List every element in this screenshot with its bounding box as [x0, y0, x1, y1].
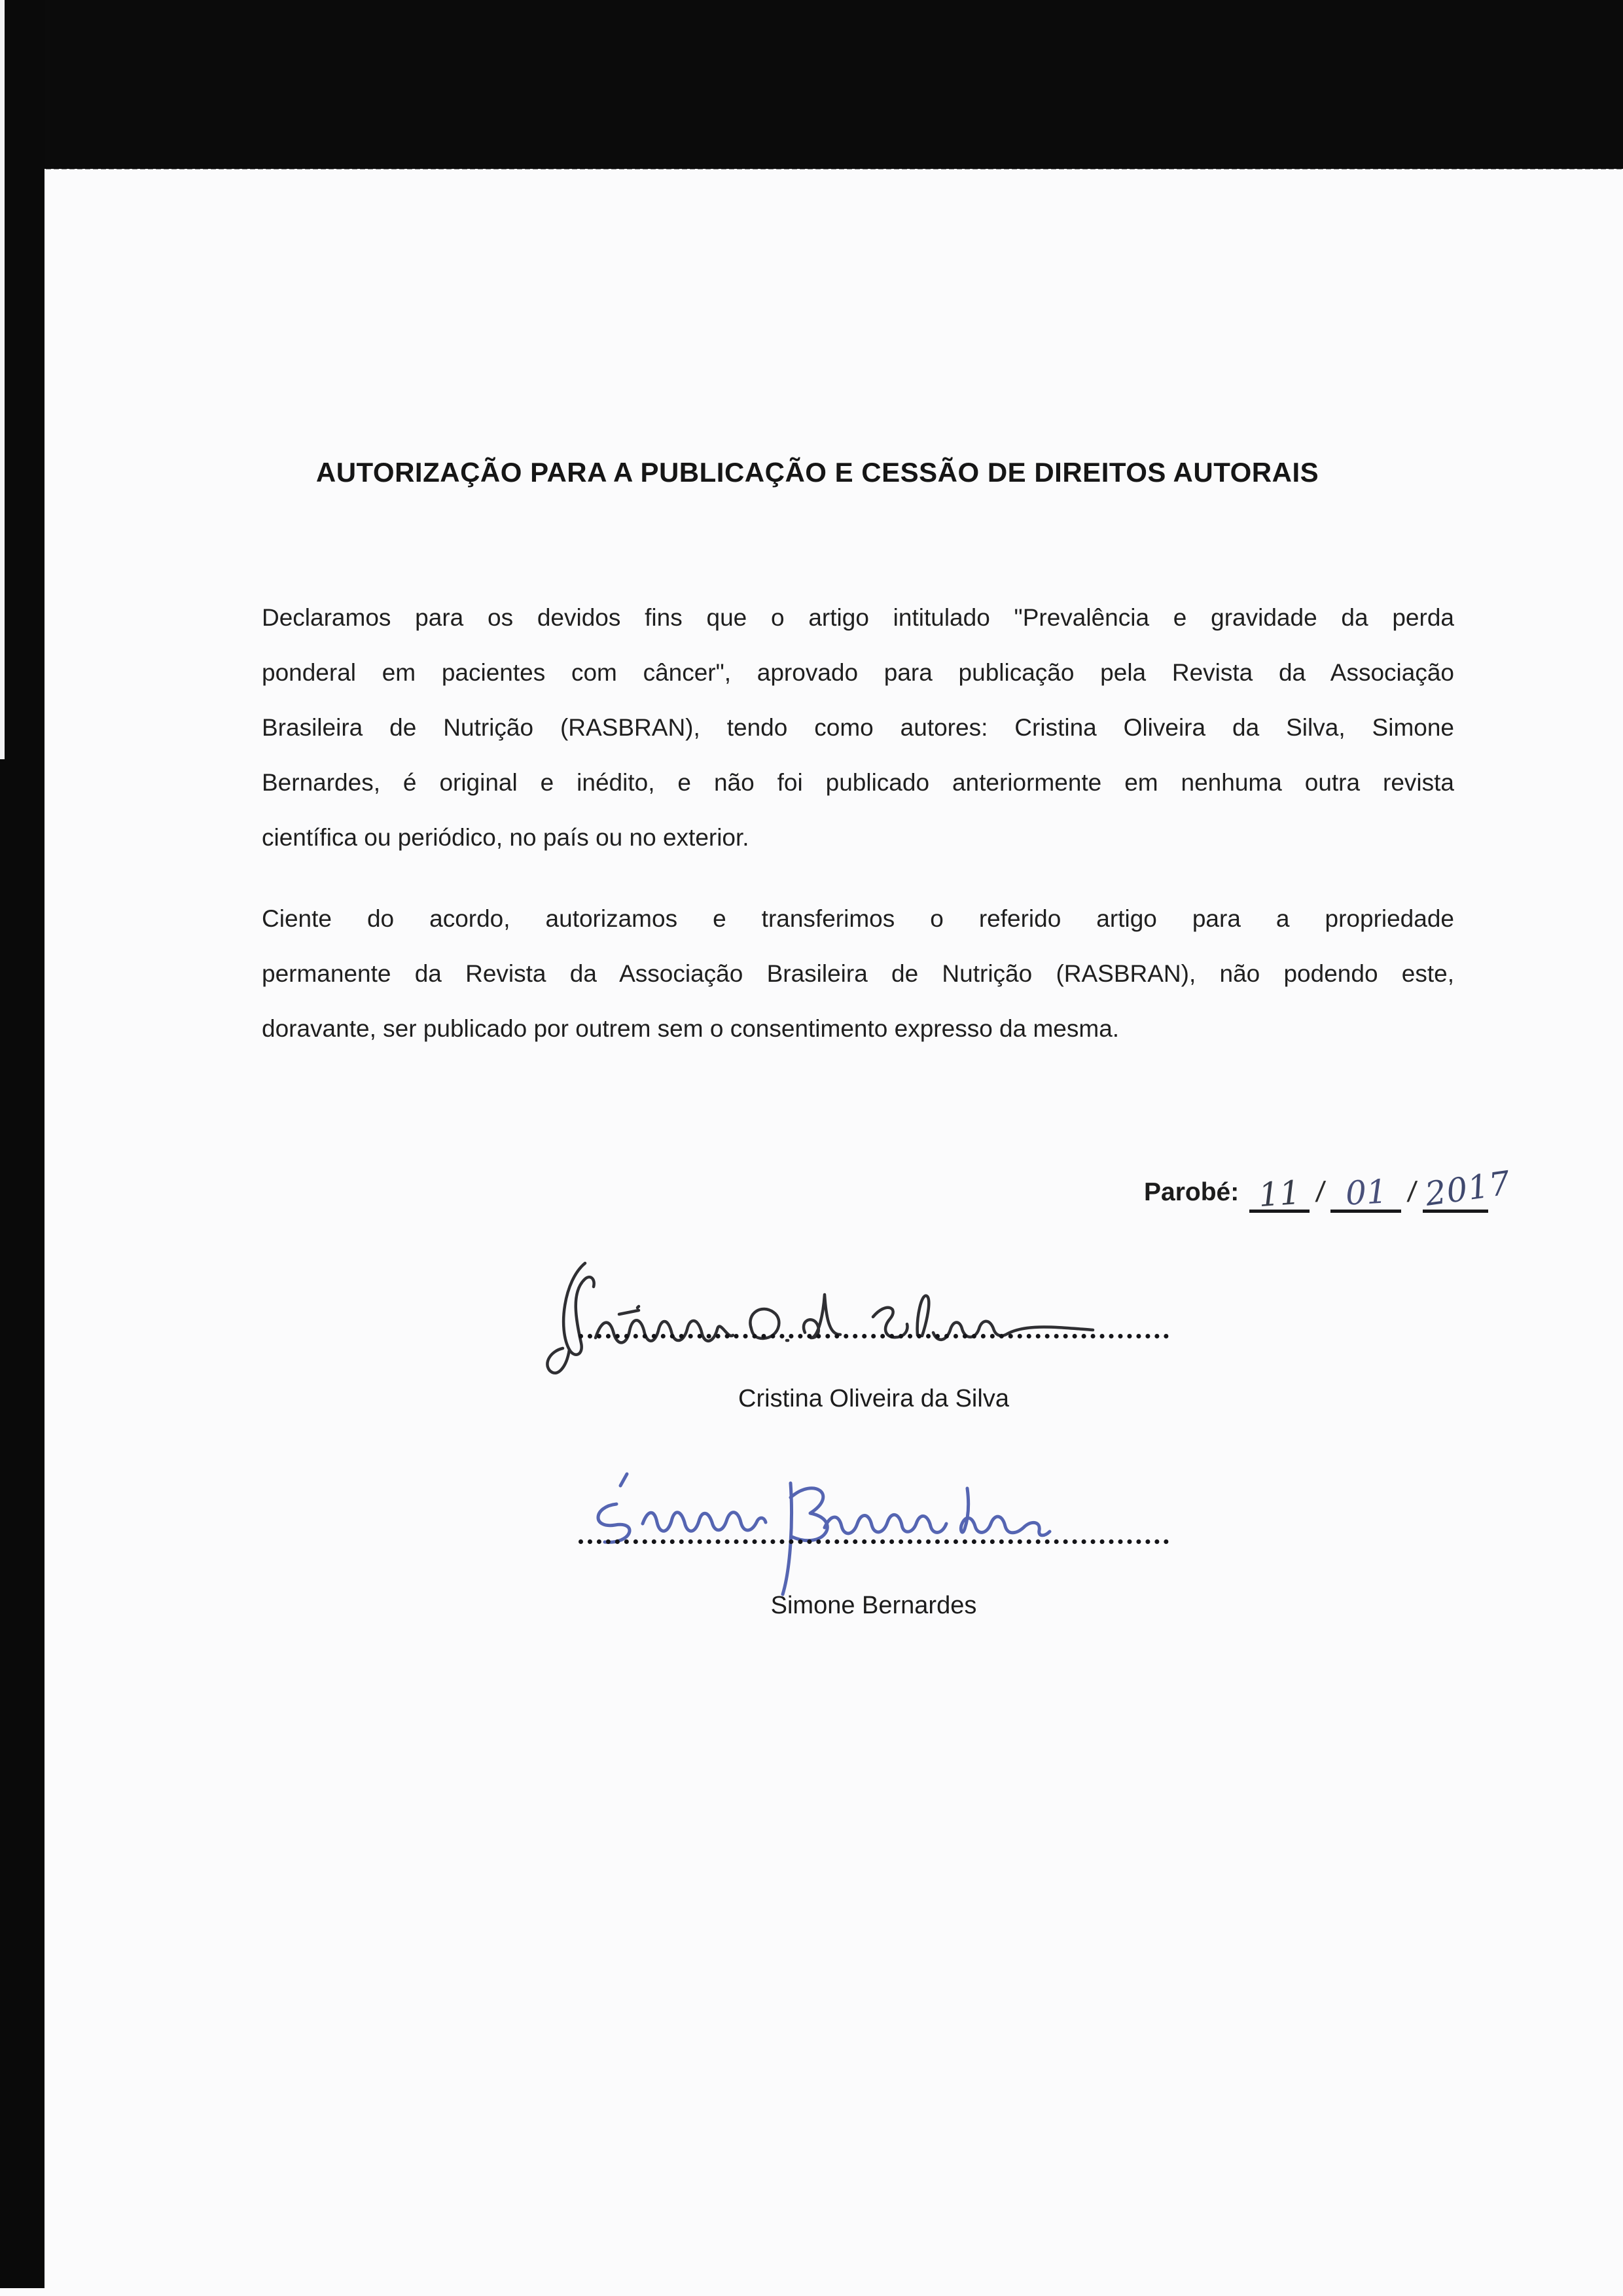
signature-stroke	[563, 1263, 594, 1355]
signature-stroke	[873, 1308, 908, 1337]
paragraph-line: Brasileira de Nutrição (RASBRAN), tendo como autores: Cristina Oliveira da Silva, Simone	[262, 714, 1454, 741]
signature-cristina-handwriting	[522, 1251, 1124, 1382]
printed-name-simone: Simone Bernardes	[770, 1592, 977, 1619]
paragraph-line: ponderal em pacientes com câncer", aprovado para publicação pela Revista da Associação	[262, 659, 1454, 686]
paper-top-edge	[46, 167, 1622, 170]
date-day-field	[1249, 1173, 1310, 1213]
date-day-handwritten: 11	[1257, 1173, 1302, 1215]
signature-stroke	[918, 1296, 929, 1336]
paragraph-line: doravante, ser publicado por outrem sem o consentimento expresso da mesma.	[262, 1015, 1120, 1042]
signature-dotted-line	[579, 1539, 1169, 1544]
date-year-field	[1422, 1164, 1513, 1213]
scan-top-black-margin	[0, 0, 1623, 169]
paragraph-line: Ciente do acordo, autorizamos e transferimos o referido artigo para a propriedade	[262, 905, 1454, 932]
date-year-handwritten: 2017	[1422, 1164, 1513, 1213]
paragraph-line: permanente da Revista da Associação Brasileira de Nutrição (RASBRAN), não podendo este,	[262, 960, 1454, 987]
paragraph-declaration	[262, 590, 1454, 865]
date-line	[1144, 1164, 1513, 1215]
signature-stroke	[637, 1306, 639, 1308]
signature-stroke	[547, 1348, 569, 1373]
signature-stroke	[620, 1474, 627, 1486]
paragraph-agreement	[262, 891, 1454, 1056]
date-separator: /	[1314, 1176, 1327, 1208]
scan-left-black-margin	[0, 0, 45, 2288]
paragraph-line: científica ou periódico, no país ou no exterior.	[262, 824, 749, 851]
signature-stroke	[596, 1320, 733, 1342]
document-title: AUTORIZAÇÃO PARA A PUBLICAÇÃO E CESSÃO DE DIREITOS AUTORAIS	[315, 457, 1319, 488]
paragraph-line: Bernardes, é original e inédito, e não foi publicado anteriormente em nenhuma outra revista	[262, 769, 1454, 796]
signature-simone-handwriting	[575, 1466, 1164, 1604]
date-place-label: Parobé:	[1144, 1178, 1240, 1206]
date-month-field	[1330, 1173, 1401, 1213]
date-month-handwritten: 01	[1344, 1172, 1388, 1213]
signature-stroke	[783, 1483, 792, 1594]
signature-stroke	[643, 1513, 766, 1532]
signature-stroke	[804, 1295, 840, 1338]
signature-stroke	[961, 1488, 1050, 1535]
scan-edge-white-sliver	[0, 0, 5, 759]
signature-dotted-line	[579, 1334, 1169, 1338]
signature-stroke	[598, 1504, 630, 1542]
signature-stroke	[825, 1515, 946, 1534]
paragraph-line: Declaramos para os devidos fins que o artigo intitulado "Prevalência e gravidade da perda	[262, 604, 1454, 631]
date-separator: /	[1406, 1176, 1419, 1208]
signature-stroke	[791, 1488, 827, 1541]
printed-name-cristina: Cristina Oliveira da Silva	[738, 1385, 1009, 1412]
signature-stroke	[619, 1310, 639, 1314]
